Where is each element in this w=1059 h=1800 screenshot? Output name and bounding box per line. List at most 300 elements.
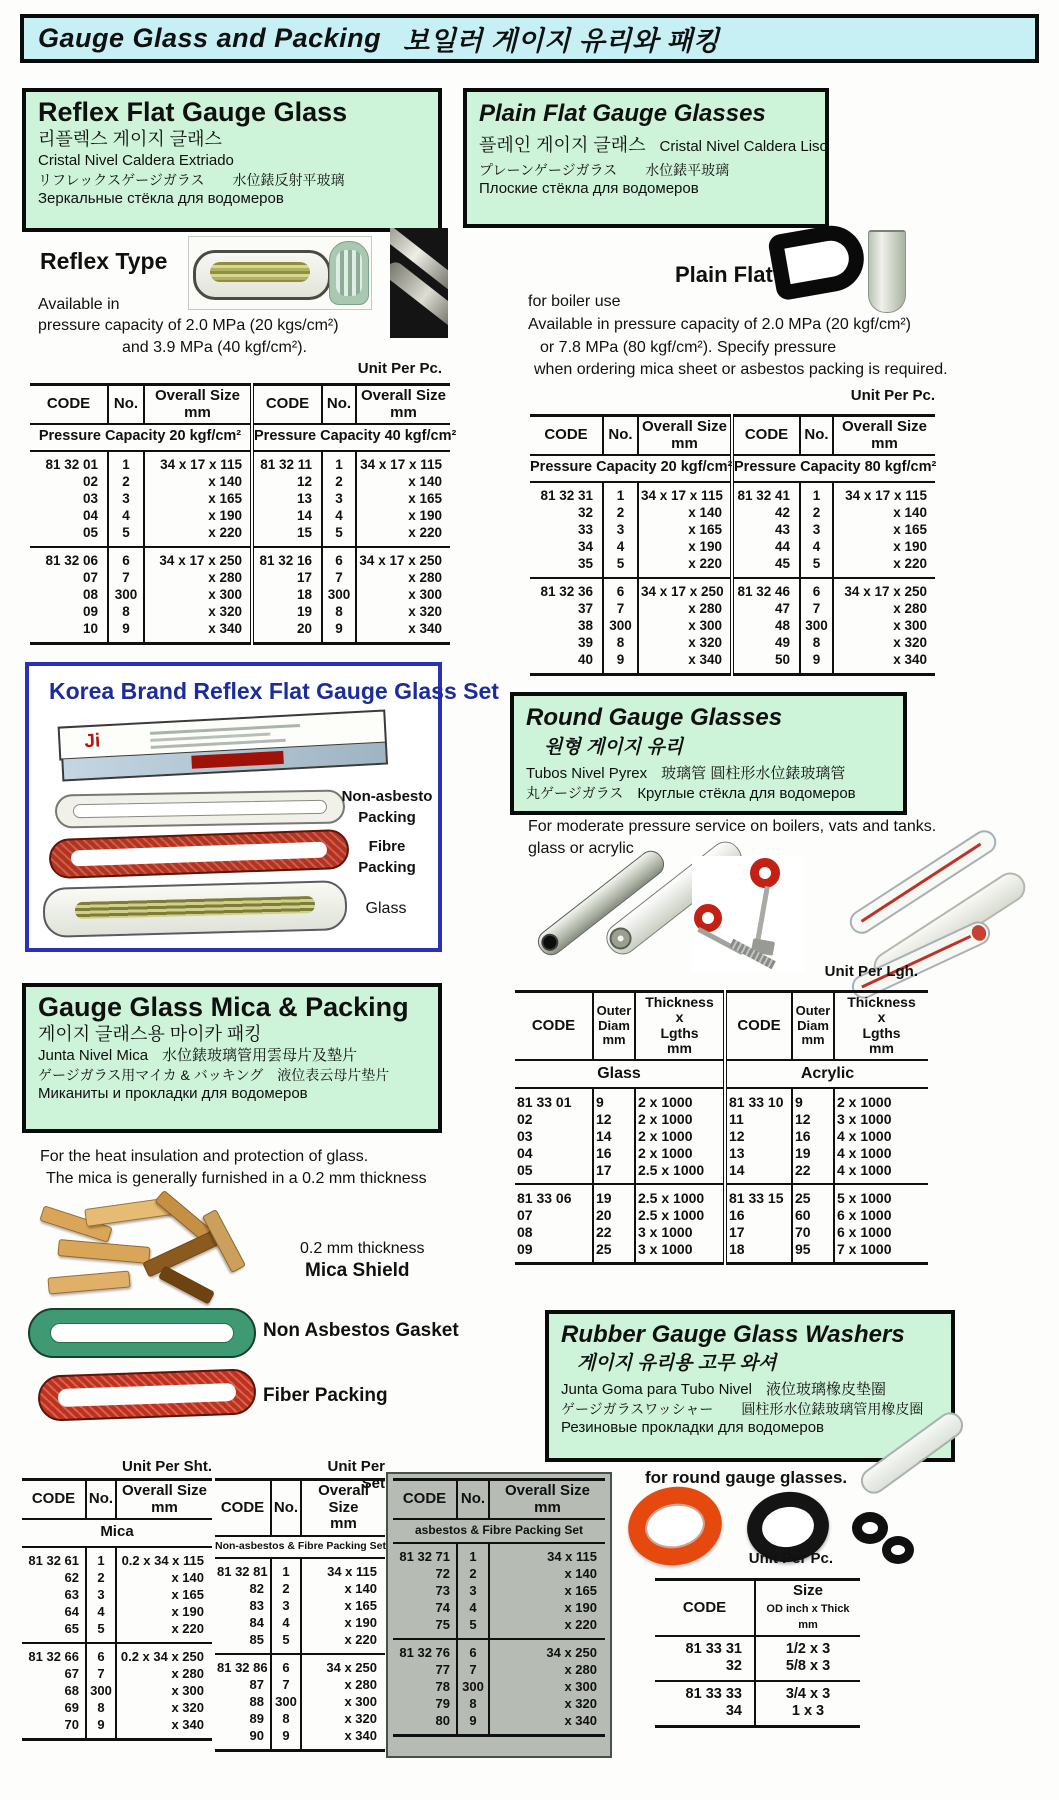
reflex-glass-green-piece (329, 241, 369, 305)
pressure-group-label: Pressure Capacity 20 kgf/cm² (38, 428, 242, 444)
table-cell: 3 (322, 490, 356, 507)
table-cell: 4 (108, 507, 144, 524)
table-cell: x 320 (301, 1710, 385, 1727)
col-code: CODE (215, 1480, 271, 1536)
fibre-packing-label: Fibre Packing (358, 838, 416, 876)
table-row (22, 1547, 212, 1569)
mica-set-table (22, 1478, 212, 1741)
table-cell: 4 (457, 1599, 489, 1616)
table-cell: 62 (64, 1569, 79, 1585)
mica-desc-line: The mica is generally furnished in a 0.2 mm thickness (46, 1170, 427, 1187)
table-cell: 5 x 1000 (834, 1184, 928, 1206)
table-cell: 87 (249, 1677, 264, 1693)
table-cell: x 340 (489, 1712, 605, 1736)
set-group-label: Non-asbestos & Fibre Packing Set (215, 1539, 386, 1552)
table-cell: 16 (725, 1206, 792, 1223)
table-cell: 9 (108, 620, 144, 644)
col-no: No. (603, 416, 638, 456)
table-cell: 34 x 17 x 250 (356, 547, 450, 569)
table-row (215, 1654, 385, 1676)
material-group-row (515, 1060, 928, 1089)
mica-strip (142, 1230, 219, 1277)
set-group-row (22, 1519, 212, 1547)
table-cell: 19 (593, 1184, 635, 1206)
table-cell: x 190 (116, 1603, 212, 1620)
table-cell: 6 (800, 578, 833, 600)
table-cell: 70 (792, 1223, 834, 1240)
table-row (30, 620, 450, 644)
table-cell: x 165 (489, 1582, 605, 1599)
table-row (30, 603, 450, 620)
table-cell: 6 x 1000 (834, 1206, 928, 1223)
table-cell: x 340 (144, 620, 252, 644)
table-cell: 18 (725, 1240, 792, 1264)
table-cell: x 165 (833, 521, 935, 538)
table-cell: 22 (593, 1223, 635, 1240)
material-group-label: Glass (597, 1064, 641, 1082)
table-cell: 88 (249, 1694, 264, 1710)
table-row (22, 1665, 212, 1682)
non-asbestos-gasket-image (28, 1308, 256, 1358)
mica-title-ja-zh: ゲージガラス用マイカ & バッキング 液位表云母片垫片 (38, 1066, 390, 1083)
table-block (22, 1547, 212, 1643)
table-row (530, 617, 935, 634)
carton-print-line (150, 724, 300, 735)
table-cell: 14 (725, 1161, 792, 1184)
table-cell: 34 x 115 (301, 1558, 385, 1580)
gasket-hole (50, 1323, 234, 1343)
nonasbestos-set-table (215, 1478, 385, 1752)
table-cell: 68 (64, 1682, 79, 1698)
packing-hole (71, 842, 327, 867)
table-cell: 81 32 61 (28, 1552, 79, 1568)
plain-desc-line: for boiler use (528, 293, 621, 310)
table-cell: x 300 (356, 586, 450, 603)
table-cell: 4 (800, 538, 833, 555)
table-cell: 40 (577, 651, 593, 667)
col-code: CODE (393, 1480, 457, 1520)
pressure-group-label: Pressure Capacity 20 kgf/cm² (530, 459, 733, 475)
table-cell: x 300 (301, 1693, 385, 1710)
tube-bore (538, 930, 562, 954)
table-cell: 20 (252, 620, 322, 644)
table-cell: 8 (800, 634, 833, 651)
table-cell: 03 (82, 490, 98, 506)
set-group-row (393, 1519, 605, 1543)
table-cell: 4 (603, 538, 638, 555)
table-cell: 8 (322, 603, 356, 620)
table-row (215, 1580, 385, 1597)
table-cell: 300 (108, 586, 144, 603)
table-cell: x 220 (356, 524, 450, 547)
table-cell: 16 (792, 1127, 834, 1144)
washers-title-ja-zh: ゲージガラスワッシャー 圓柱形水位錶玻璃管用橡皮圈 (561, 1400, 924, 1417)
plain-desc-line: Available in pressure capacity of 2.0 MPa (20 kgf/cm²) (528, 316, 911, 333)
table-cell: 2 (108, 473, 144, 490)
table-row (393, 1543, 605, 1565)
table-cell: 1 (86, 1547, 116, 1569)
plain-title-ja-zh: プレーンゲージガラス 水位錶平玻璃 (479, 161, 730, 178)
table-cell: 34 x 17 x 115 (833, 482, 935, 504)
round-title-ko: 원형 게이지 유리 (544, 736, 684, 758)
plain-flat-label: Plain Flat (675, 262, 773, 287)
table-row (393, 1599, 605, 1616)
table-cell: 2 x 1000 (635, 1088, 725, 1110)
table-cell: 9 (271, 1727, 301, 1751)
table-row (515, 1206, 928, 1223)
col-size: Overall Size mm (144, 385, 252, 425)
col-code: CODE (732, 416, 800, 456)
table-cell: 34 x 17 x 250 (638, 578, 732, 600)
table-cell: 70 (64, 1716, 79, 1732)
reflex-desc-line: and 3.9 MPa (40 kgf/cm²). (122, 339, 307, 356)
table-cell: x 320 (489, 1695, 605, 1712)
table-cell: 300 (271, 1693, 301, 1710)
table-cell: x 320 (833, 634, 935, 651)
table-cell: 11 (725, 1110, 792, 1127)
table-cell: 2.5 x 1000 (635, 1206, 725, 1223)
table-cell: 300 (86, 1682, 116, 1699)
table-cell: 81 33 15 (725, 1184, 792, 1206)
pressure-group-label: Pressure Capacity 80 kgf/cm² (732, 455, 935, 482)
reflex-desc-line: pressure capacity of 2.0 MPa (20 kgs/cm²) (38, 317, 339, 334)
col-no: No. (800, 416, 833, 456)
mica-section-header (22, 983, 442, 1133)
korea-brand-title: Korea Brand Reflex Flat Gauge Glass Set (49, 678, 499, 704)
table-cell: 8 (603, 634, 638, 651)
table-row (393, 1565, 605, 1582)
reflex-size-table (30, 383, 457, 645)
table-cell: 13 (252, 490, 322, 507)
table-cell: 02 (517, 1110, 533, 1127)
reflex-unit-label: Unit Per Pc. (357, 360, 442, 377)
table-cell: 82 (249, 1581, 264, 1597)
col-thickness: Thickness x Lgths mm (834, 992, 928, 1060)
table-row (530, 521, 935, 538)
table-cell: 37 (577, 600, 593, 616)
table-cell: 3 (86, 1586, 116, 1603)
table-cell: 2 x 1000 (635, 1110, 725, 1127)
table-cell: x 190 (489, 1599, 605, 1616)
col-code: CODE (725, 992, 792, 1060)
washers-section-header (545, 1310, 955, 1462)
table-cell: 3 x 1000 (635, 1240, 725, 1264)
table-cell: 34 x 17 x 115 (638, 482, 732, 504)
table-cell: 22 (792, 1161, 834, 1184)
table-cell: 2 (86, 1569, 116, 1586)
small-black-oring-image (882, 1536, 914, 1564)
table-cell: 10 (82, 620, 98, 636)
table-cell: x 165 (116, 1586, 212, 1603)
table-row (30, 524, 450, 547)
table-cell: 79 (435, 1696, 450, 1712)
table-cell: 85 (249, 1632, 264, 1648)
table-cell: x 320 (356, 603, 450, 620)
table-row (30, 586, 450, 603)
page-title-ko: 보일러 게이지 유리와 패킹 (403, 26, 720, 56)
table-cell: x 140 (301, 1580, 385, 1597)
table-row (515, 1161, 928, 1184)
table-cell: 25 (792, 1184, 834, 1206)
table-row (515, 1110, 928, 1127)
reflex-title-ko: 리플렉스 게이지 글래스 (38, 129, 222, 150)
table-cell: 81 32 36 (540, 583, 593, 599)
table-cell: 17 (252, 569, 322, 586)
table-row (22, 1603, 212, 1620)
glass-label: Glass (365, 900, 407, 917)
table-cell: 17 (725, 1223, 792, 1240)
table-row (393, 1712, 605, 1736)
table-row (215, 1631, 385, 1654)
table-row (393, 1678, 605, 1695)
table-cell: x 190 (301, 1614, 385, 1631)
reflex-title-ru: Зеркальные стёкла для водомеров (38, 190, 284, 208)
table-row (530, 634, 935, 651)
table-cell: 34 (725, 1703, 742, 1719)
table-cell: 2 (603, 504, 638, 521)
table-row (215, 1676, 385, 1693)
table-cell: x 340 (356, 620, 450, 644)
table-cell: 81 32 01 (45, 456, 98, 472)
table-row (30, 569, 450, 586)
round-title: Round Gauge Glasses (526, 704, 783, 731)
tube-bore-highlight (616, 934, 624, 942)
table-cell: 34 x 17 x 250 (144, 547, 252, 569)
table-cell: x 190 (638, 538, 732, 555)
col-no: No. (322, 385, 356, 425)
table-cell: 0.2 x 34 x 115 (116, 1547, 212, 1569)
table-cell: x 220 (301, 1631, 385, 1654)
table-cell: 1 (603, 482, 638, 504)
reflex-glass-prisms (210, 262, 310, 282)
table-cell: 1 (322, 451, 356, 473)
washers-title-ru: Резиновые прокладки для водомеров (561, 1418, 825, 1436)
table-header-row (30, 385, 450, 425)
table-cell: 81 33 06 (517, 1189, 572, 1206)
reflex-glass-capsule (193, 250, 331, 300)
washers-unit-label: Unit Per Pc. (748, 1550, 833, 1567)
table-row (530, 555, 935, 578)
table-cell: 6 (603, 578, 638, 600)
table-row (515, 1088, 928, 1110)
table-cell: 8 (271, 1710, 301, 1727)
table-row (530, 600, 935, 617)
table-cell: x 140 (638, 504, 732, 521)
table-cell: x 300 (489, 1678, 605, 1695)
table-cell: 1 (108, 451, 144, 473)
round-size-table (515, 990, 928, 1265)
table-row (30, 547, 450, 569)
table-cell: 12 (593, 1110, 635, 1127)
table-cell: 07 (517, 1206, 533, 1223)
col-code: CODE (30, 385, 108, 425)
table-cell: 34 (577, 538, 593, 554)
table-cell: 75 (435, 1617, 450, 1633)
round-desc-line: glass or acrylic (528, 840, 634, 857)
reflex-desc-line: Available in (38, 296, 120, 313)
table-cell: 300 (603, 617, 638, 634)
table-row (530, 504, 935, 521)
plain-desc-line: when ordering mica sheet or asbestos packing is required. (534, 361, 948, 378)
table-cell: 34 x 115 (489, 1543, 605, 1565)
table-cell: x 165 (144, 490, 252, 507)
table-cell: 95 (792, 1240, 834, 1264)
table-cell: 64 (64, 1603, 79, 1619)
table-cell: 0.2 x 34 x 250 (116, 1643, 212, 1665)
table-cell: 3 (457, 1582, 489, 1599)
table-cell: x 280 (833, 600, 935, 617)
table-cell: x 300 (116, 1682, 212, 1699)
table-cell: 81 32 41 (732, 482, 800, 504)
table-cell: x 340 (638, 651, 732, 675)
washers-title: Rubber Gauge Glass Washers (561, 1321, 905, 1348)
table-cell: x 140 (833, 504, 935, 521)
table-cell: 77 (435, 1662, 450, 1678)
table-cell: 7 (457, 1661, 489, 1678)
nonasbesto-packing-label: Non-asbesto Packing (341, 788, 433, 826)
table-block (393, 1543, 605, 1639)
table-cell: 48 (732, 617, 800, 634)
table-cell: x 220 (144, 524, 252, 547)
col-code: CODE (252, 385, 322, 425)
table-cell: 300 (800, 617, 833, 634)
table-cell: 5 (322, 524, 356, 547)
table-cell: 47 (732, 600, 800, 617)
table-cell: x 140 (356, 473, 450, 490)
col-size: Overall Size mm (301, 1480, 385, 1536)
table-row (530, 482, 935, 504)
carton-red-label (191, 751, 284, 769)
table-cell: 90 (249, 1728, 264, 1744)
table-cell: 7 (322, 569, 356, 586)
col-size: Overall Size mm (638, 416, 732, 456)
packing-hole (58, 1383, 237, 1407)
table-cell: 18 (252, 586, 322, 603)
washers-note: for round gauge glasses. (645, 1468, 848, 1487)
col-size: Overall Size mm (833, 416, 935, 456)
table-cell: 81 32 16 (252, 547, 322, 569)
table-cell: 9 (457, 1712, 489, 1736)
table-cell: x 300 (833, 617, 935, 634)
table-cell: 34 x 250 (301, 1654, 385, 1676)
table-cell: 6 x 1000 (834, 1223, 928, 1240)
table-cell: 3 (271, 1597, 301, 1614)
col-size: Size OD inch x Thick mm (755, 1580, 860, 1636)
round-title-ja-ru: 丸ゲージガラス Круглые стёкла для водомеров (526, 784, 856, 802)
table-cell: x 190 (356, 507, 450, 524)
table-cell: 8 (457, 1695, 489, 1712)
col-no: No. (457, 1480, 489, 1520)
table-cell: 42 (732, 504, 800, 521)
table-cell: 09 (82, 603, 98, 619)
reflex-glass-photo (188, 236, 372, 310)
table-cell: 78 (435, 1679, 450, 1695)
table-row (393, 1695, 605, 1712)
fibre-packing-image (48, 829, 349, 879)
table-row (515, 1184, 928, 1206)
table-row (393, 1582, 605, 1599)
table-cell: 7 (86, 1665, 116, 1682)
table-cell: 63 (64, 1586, 79, 1602)
table-cell: 1 (457, 1543, 489, 1565)
table-block (22, 1643, 212, 1740)
table-cell: 6 (108, 547, 144, 569)
plain-desc-line: or 7.8 MPa (80 kgf/cm²). Specify pressure (540, 339, 837, 356)
table-cell: 9 (800, 651, 833, 675)
table-cell: 73 (435, 1583, 450, 1599)
washers-size-table (655, 1578, 860, 1728)
table-cell: 34 x 250 (489, 1639, 605, 1661)
table-cell: 2 (271, 1580, 301, 1597)
table-cell: x 220 (116, 1620, 212, 1643)
table-block (530, 578, 935, 675)
col-code: CODE (515, 992, 593, 1060)
korea-brand-box (25, 662, 499, 952)
small-black-oring-image (852, 1512, 888, 1544)
table-row (530, 538, 935, 555)
table-cell: 84 (249, 1615, 264, 1631)
table-cell: x 280 (638, 600, 732, 617)
table-cell: 9 (86, 1716, 116, 1740)
table-cell: x 220 (489, 1616, 605, 1639)
reflex-title: Reflex Flat Gauge Glass (38, 97, 348, 127)
valve-wheel (750, 858, 780, 888)
table-block (30, 547, 450, 644)
table-cell: 07 (82, 569, 98, 585)
table-cell: 05 (517, 1161, 533, 1178)
table-cell: 14 (593, 1127, 635, 1144)
mica-desc-line: For the heat insulation and protection of glass. (40, 1148, 369, 1165)
table-block (530, 482, 935, 578)
tube-end (605, 923, 636, 954)
table-cell: 3/4 x 3 (755, 1681, 860, 1703)
table-row (30, 507, 450, 524)
table-row (22, 1643, 212, 1665)
table-cell: 09 (517, 1240, 533, 1257)
table-cell: x 300 (144, 586, 252, 603)
table-row (515, 1127, 928, 1144)
table-row (215, 1558, 385, 1580)
table-cell: 25 (593, 1240, 635, 1264)
table-cell: 2 x 1000 (635, 1127, 725, 1144)
table-cell: 81 32 31 (540, 487, 593, 503)
orange-oring-image (622, 1479, 728, 1572)
table-cell: 5/8 x 3 (755, 1658, 860, 1681)
table-block (215, 1654, 385, 1751)
pressure-group-label: Pressure Capacity 40 kgf/cm² (252, 424, 450, 451)
table-cell: 9 (322, 620, 356, 644)
table-cell: 6 (271, 1654, 301, 1676)
table-cell: 7 (603, 600, 638, 617)
plain-title: Plain Flat Gauge Glasses (479, 100, 766, 127)
table-row (22, 1569, 212, 1586)
table-cell: 1 x 3 (755, 1703, 860, 1727)
mica-shield-label: Mica Shield (305, 1260, 410, 1281)
table-cell: 3 x 1000 (834, 1110, 928, 1127)
set-group-label: asbestos & Fibre Packing Set (414, 1523, 584, 1537)
table-cell: 12 (725, 1127, 792, 1144)
table-row (22, 1716, 212, 1740)
material-group-label: Acrylic (725, 1060, 928, 1089)
table-cell: x 280 (356, 569, 450, 586)
table-row (215, 1693, 385, 1710)
plain-glass-section-image (767, 221, 869, 302)
reflex-type-label: Reflex Type (40, 248, 168, 274)
table-cell: 81 33 10 (725, 1088, 792, 1110)
table-row (22, 1586, 212, 1603)
table-cell: 4 x 1000 (834, 1161, 928, 1184)
table-cell: 49 (732, 634, 800, 651)
